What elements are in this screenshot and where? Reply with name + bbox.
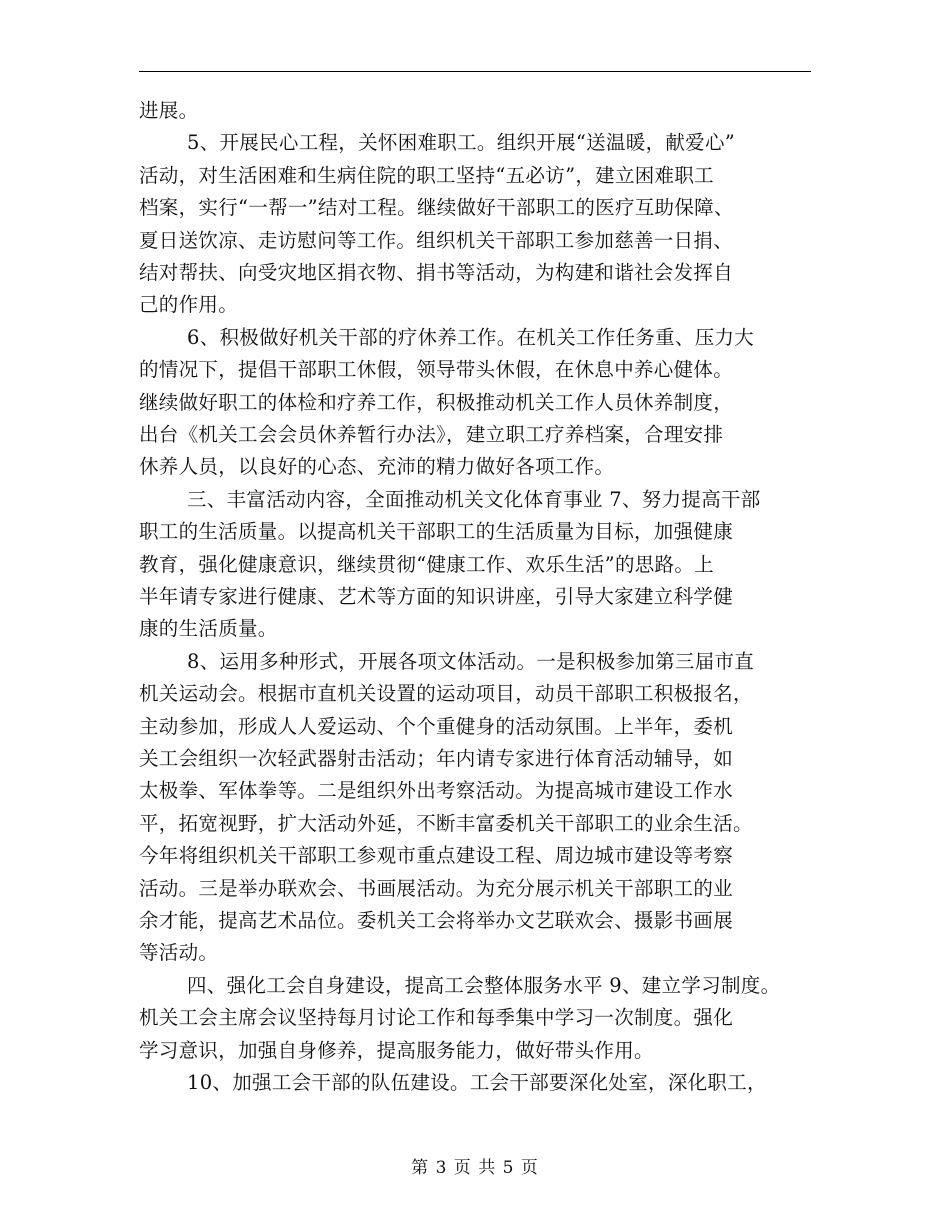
text-line: 余才能，提高艺术品位。委机关工会将举办文艺联欢会、摄影书画展 <box>139 909 734 932</box>
text-line: 己的作用。 <box>139 293 239 317</box>
text-line: 8、运用多种形式，开展各项文体活动。一是积极参加第三届市直 <box>187 649 755 673</box>
text-line: 档案，实行“一帮一”结对工程。继续做好干部职工的医疗互助保障、 <box>139 196 734 220</box>
text-line: 的情况下，提倡干部职工休假，领导带头休假，在休息中养心健体。 <box>139 358 734 382</box>
page-footer: 第 3 页 共 5 页 <box>411 1158 539 1178</box>
text-line: 5、开展民心工程，关怀困难职工。组织开展“送温暖，献爱心” <box>187 131 736 155</box>
text-line: 进展。 <box>139 99 199 122</box>
text-line: 6、积极做好机关干部的疗休养工作。在机关工作任务重、压力大 <box>187 325 755 349</box>
text-line: 教育，强化健康意识，继续贯彻“健康工作、欢乐生活”的思路。上 <box>139 552 714 576</box>
text-line: 关工会组织一次轻武器射击活动；年内请专家进行体育活动辅导，如 <box>139 747 734 770</box>
text-line: 出台《机关工会会员休养暂行办法》，建立职工疗养档案，合理安排 <box>139 423 724 446</box>
text-line: 结对帮扶、向受灾地区捐衣物、捐书等活动，为构建和谐社会发挥自 <box>139 261 734 284</box>
text-line: 休养人员，以良好的心态、充沛的精力做好各项工作。 <box>139 455 615 479</box>
text-line: 职工的生活质量。以提高机关干部职工的生活质量为目标，加强健康 <box>139 520 734 544</box>
text-line: 康的生活质量。 <box>139 617 278 641</box>
text-line: 夏日送饮凉、走访慰问等工作。组织机关干部职工参加慈善一日捐、 <box>139 228 734 252</box>
text-line: 半年请专家进行健康、艺术等方面的知识讲座，引导大家建立科学健 <box>139 585 734 608</box>
text-line: 太极拳、军体拳等。二是组织外出考察活动。为提高城市建设工作水 <box>139 779 734 803</box>
text-line: 三、丰富活动内容，全面推动机关文化体育事业 7、努力提高干部 <box>187 487 761 511</box>
text-line: 活动，对生活困难和生病住院的职工坚持“五必访”，建立困难职工 <box>139 163 714 187</box>
text-line: 等活动。 <box>139 941 219 965</box>
text-line: 机关工会主席会议坚持每月讨论工作和每季集中学习一次制度。强化 <box>139 1006 734 1030</box>
header-rule <box>139 71 811 72</box>
text-line: 学习意识，加强自身修养，提高服务能力，做好带头作用。 <box>139 1038 654 1062</box>
text-line: 主动参加，形成人人爱运动、个个重健身的活动氛围。上半年，委机 <box>139 714 734 738</box>
text-line: 四、强化工会自身建设，提高工会整体服务水平 9、建立学习制度。 <box>187 973 781 997</box>
text-line: 继续做好职工的体检和疗养工作，积极推动机关工作人员休养制度， <box>139 390 734 414</box>
text-line: 今年将组织机关干部职工参观市重点建设工程、周边城市建设等考察 <box>139 844 734 868</box>
text-line: 10、加强工会干部的队伍建设。工会干部要深化处室，深化职工， <box>187 1071 767 1094</box>
text-line: 活动。三是举办联欢会、书画展活动。为充分展示机关干部职工的业 <box>139 876 734 900</box>
text-line: 平，拓宽视野，扩大活动外延，不断丰富委机关干部职工的业余生活。 <box>139 811 753 835</box>
text-line: 机关运动会。根据市直机关设置的运动项目，动员干部职工积极报名， <box>139 682 753 706</box>
